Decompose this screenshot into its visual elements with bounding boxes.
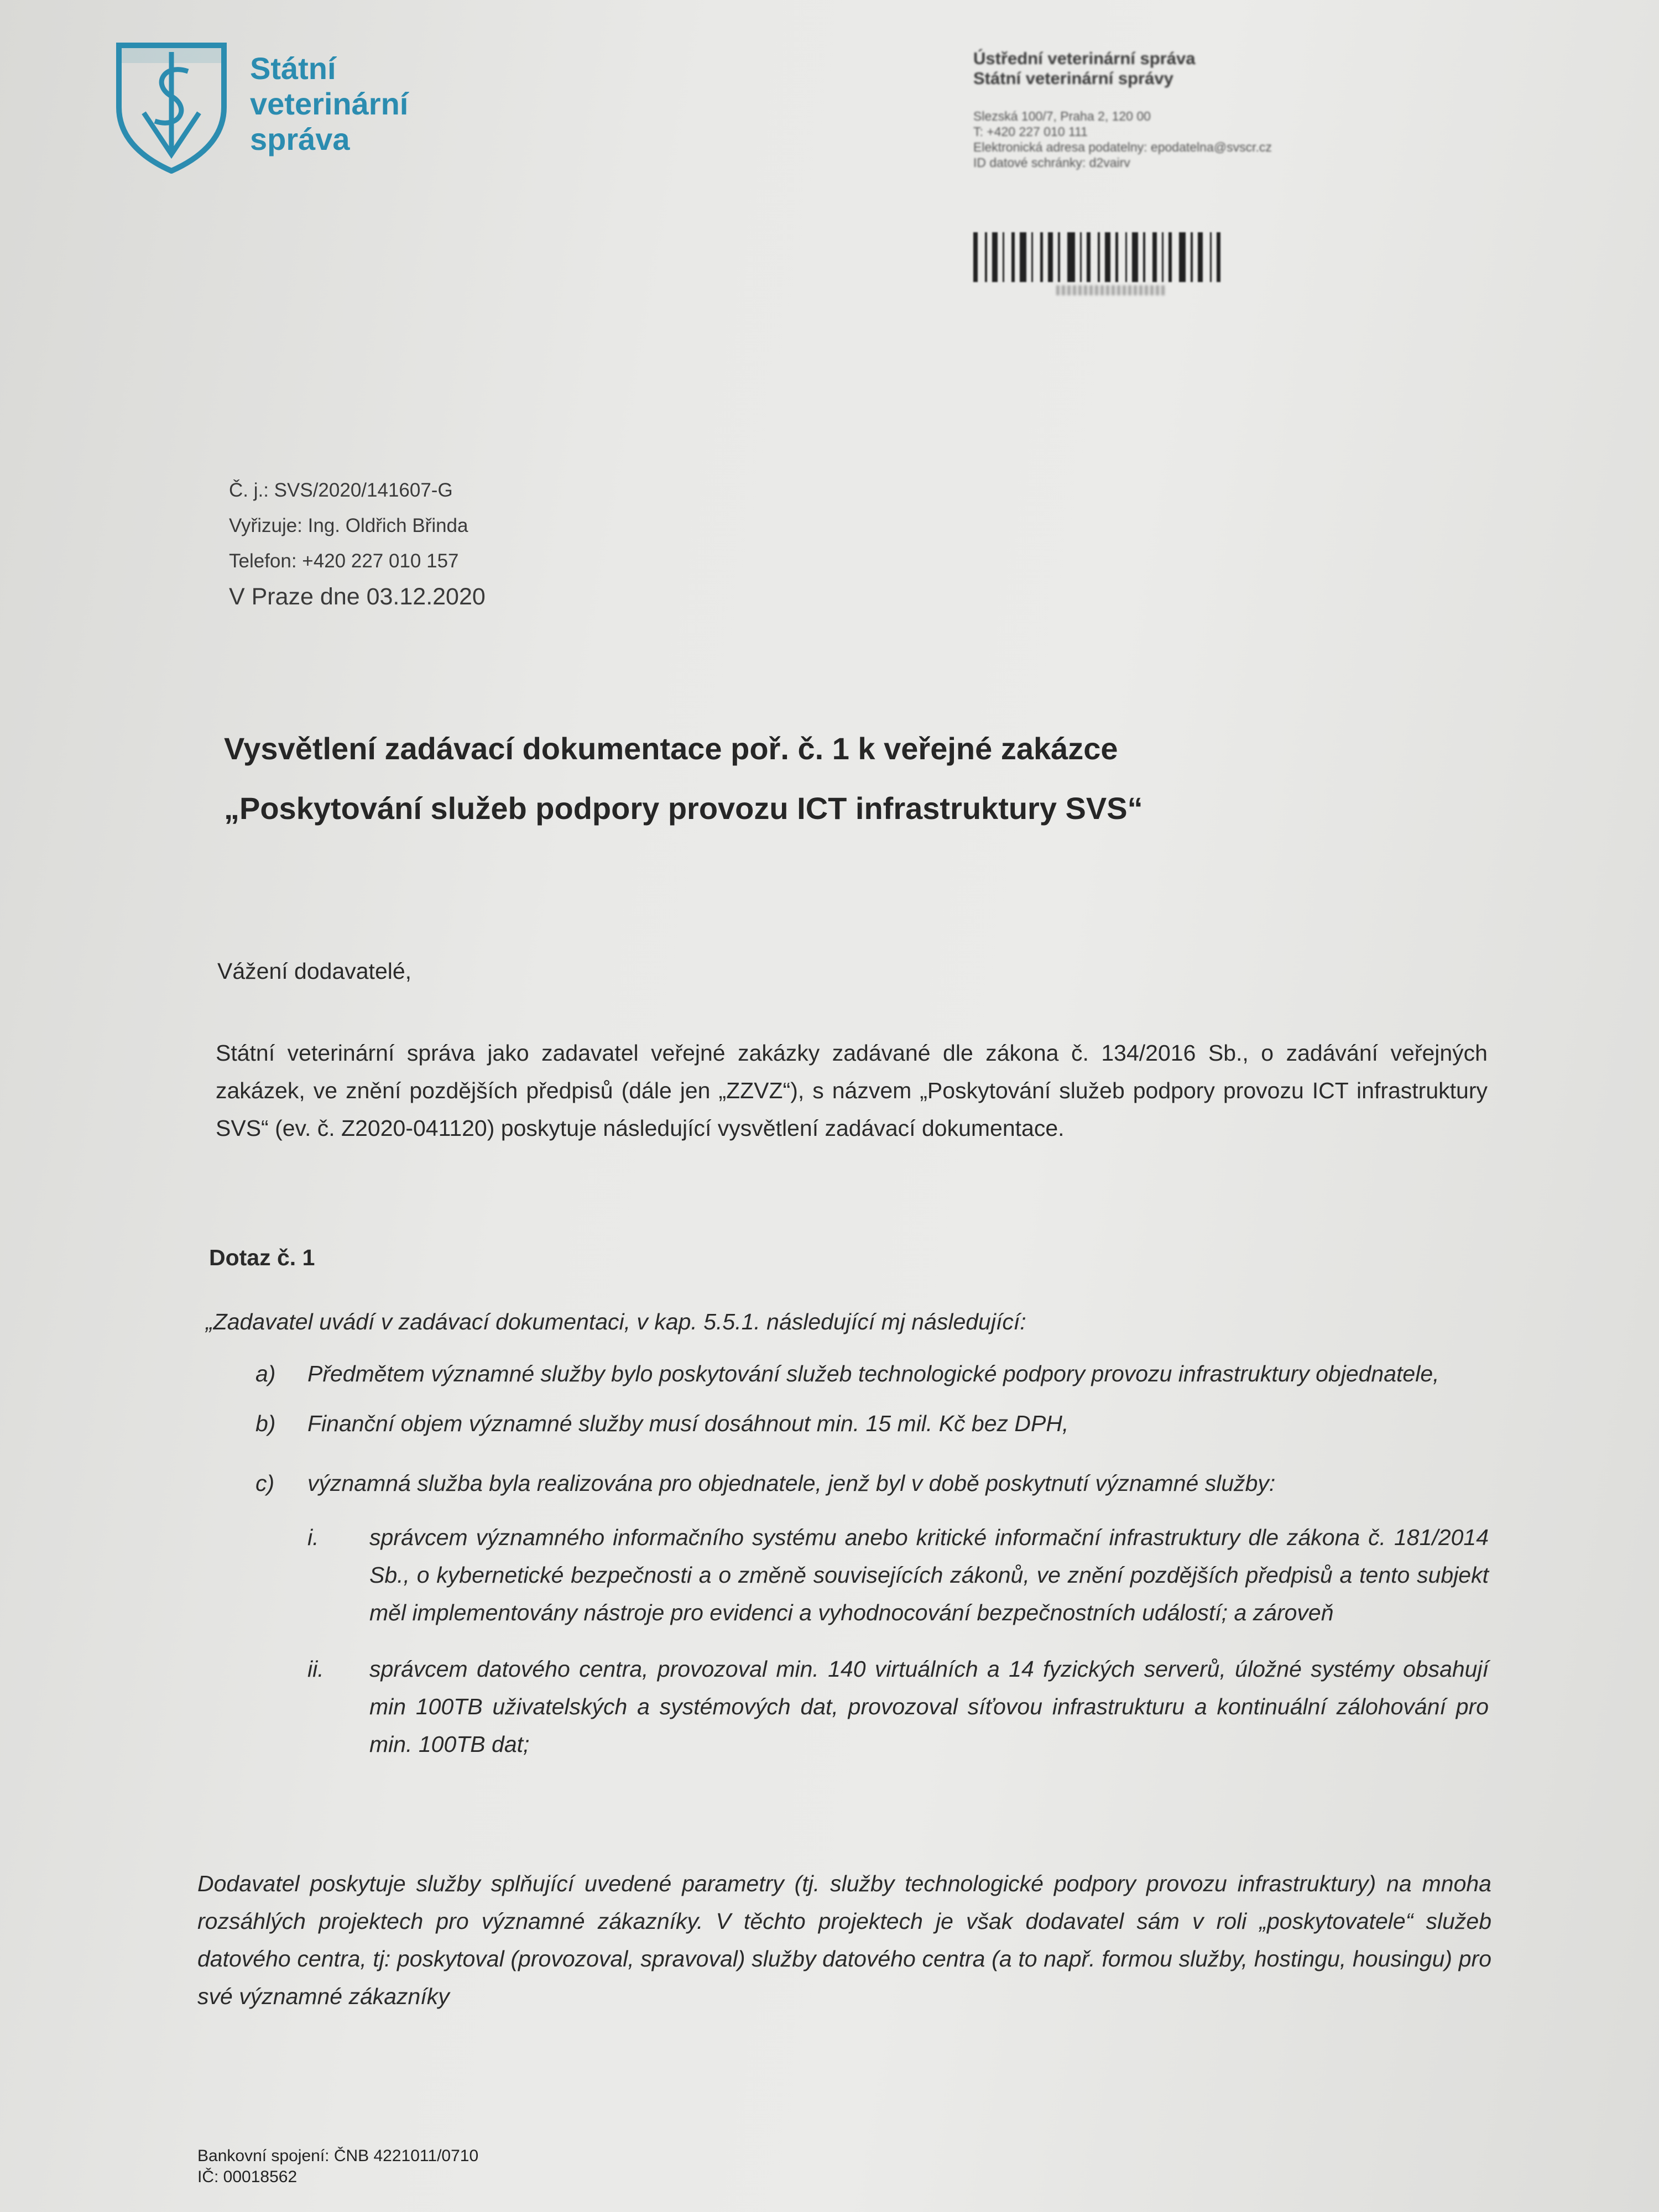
sender-databox: ID datové schránky: d2vairv xyxy=(973,155,1130,170)
sender-phone: T: +420 227 010 111 xyxy=(973,124,1088,139)
intro-paragraph: Státní veterinární správa jako zadavatel veřejné zakázky zadávané dle zákona č. 134/2016 Sb., o zadávání veřejných zakázek, ve znění pozdějších předpisů (dále jen „ZZVZ“), s názvem „Poskytování služeb podpory provozu ICT infrastruktury SVS“ (ev. č. Z2020-041120) poskytuje následující vysvětlení zadávací dokumentace. xyxy=(216,1040,1488,1141)
title-line-2: „Poskytování služeb podpory provozu ICT infrastruktury SVS“ xyxy=(224,791,1143,826)
barcode-bar xyxy=(1168,232,1172,282)
shield-icon xyxy=(113,41,229,174)
barcode-bar xyxy=(1040,232,1043,282)
reference-block xyxy=(229,473,486,614)
barcode-bar xyxy=(1132,232,1138,282)
barcode-bar xyxy=(985,232,987,282)
sub-list-item-label: ii. xyxy=(307,1656,324,1682)
list-item-text: významná služba byla realizována pro objednatele, jenž byl v době poskytnutí významné služby: xyxy=(307,1470,1276,1496)
footer-ico: IČ: 00018562 xyxy=(197,2168,298,2186)
barcode-bar xyxy=(992,232,998,282)
list-item xyxy=(255,1405,1489,1442)
barcode xyxy=(973,232,1261,282)
barcode-bar xyxy=(973,232,978,282)
svs-logo xyxy=(113,41,229,174)
barcode-bar xyxy=(1058,232,1060,282)
barcode-bar xyxy=(1105,232,1110,282)
barcode-bar xyxy=(1080,232,1082,282)
question-list xyxy=(255,1355,1489,1763)
barcode-bar xyxy=(1179,232,1186,282)
barcode-bar xyxy=(1210,232,1212,282)
footer xyxy=(197,2146,478,2188)
list-item-label: c) xyxy=(255,1470,275,1496)
logo-line: veterinární xyxy=(250,86,409,121)
reference-date: V Praze dne 03.12.2020 xyxy=(229,583,486,610)
sender-org2: Státní veterinární správy xyxy=(973,69,1173,88)
sender-org1: Ústřední veterinární správa xyxy=(973,49,1196,68)
barcode-bar xyxy=(1143,232,1145,282)
logo-line: správa xyxy=(250,122,350,156)
title-line-1: Vysvětlení zadávací dokumentace poř. č. 1 k veřejné zakázce xyxy=(224,731,1118,766)
barcode-bar xyxy=(1115,232,1118,282)
list-item-label: b) xyxy=(255,1411,276,1436)
sub-list-item-text: správcem datového centra, provozoval min. 140 virtuálních a 14 fyzických serverů, úložné systémy obsahují min 100TB uživatelských a systémových dat, provozoval síťovou infrastrukturu a kontinuální zálohování pro min. 100TB dat; xyxy=(369,1656,1489,1757)
sender-email: Elektronická adresa podatelny: epodatelna@svscr.cz xyxy=(973,140,1272,154)
barcode-bar xyxy=(1217,232,1220,282)
list-item-label: a) xyxy=(255,1361,276,1386)
barcode-bar xyxy=(1125,232,1127,282)
barcode-bar xyxy=(1003,232,1004,282)
logo-line: Státní xyxy=(250,51,336,86)
sender-block xyxy=(973,49,1471,170)
barcode-bar xyxy=(1020,232,1026,282)
barcode-bar xyxy=(1087,232,1091,282)
logo-text xyxy=(250,51,408,157)
footer-bank: Bankovní spojení: ČNB 4221011/0710 xyxy=(197,2147,479,2165)
barcode-bar xyxy=(1011,232,1015,282)
sub-list-item xyxy=(255,1519,1489,1631)
list-item-text: Předmětem významné služby bylo poskytování služeb technologické podpory provozu infrastruktury objednatele, xyxy=(307,1361,1439,1386)
sub-list-item-text: správcem významného informačního systému anebo kritické informační infrastruktury dle zákona č. 181/2014 Sb., o kybernetické bezpečnosti a o změně souvisejících zákonů, ve znění pozdějších předpisů a tento subjekt měl implementovány nástroje pro evidenci a vyhodnocování bezpečnostních událostí; a zároveň xyxy=(369,1525,1489,1625)
list-item-text: Finanční objem významné služby musí dosáhnout min. 15 mil. Kč bez DPH, xyxy=(307,1411,1069,1436)
barcode-bar xyxy=(1162,232,1164,282)
question-heading: Dotaz č. 1 xyxy=(209,1245,315,1270)
reference-handler: Vyřizuje: Ing. Oldřich Břinda xyxy=(229,515,468,536)
barcode-bar xyxy=(1048,232,1053,282)
barcode-bar xyxy=(1031,232,1033,282)
reference-phone: Telefon: +420 227 010 157 xyxy=(229,550,459,572)
sender-address: Slezská 100/7, Praha 2, 120 00 xyxy=(973,109,1151,123)
barcode-bar xyxy=(1191,232,1193,282)
list-item xyxy=(255,1355,1489,1392)
sub-list-item-label: i. xyxy=(307,1525,319,1550)
barcode-bar xyxy=(1198,232,1203,282)
document-title xyxy=(224,719,1143,838)
salutation: Vážení dodavatelé, xyxy=(217,958,412,984)
barcode-bar xyxy=(1152,232,1157,282)
barcode-bar xyxy=(1098,232,1100,282)
barcode-bar xyxy=(1067,232,1075,282)
reference-cj: Č. j.: SVS/2020/141607-G xyxy=(229,479,453,501)
question-quote-intro: „Zadavatel uvádí v zadávací dokumentaci, v kap. 5.5.1. následující mj následující: xyxy=(206,1309,1026,1334)
sub-list-item xyxy=(255,1650,1489,1763)
continuation-paragraph: Dodavatel poskytuje služby splňující uvedené parametry (tj. služby technologické podpory provozu infrastruktury) na mnoha rozsáhlých projektech pro významné zákazníky. V těchto projektech je však dodavatel sám v roli „poskytovatele“ služeb datového centra, tj: poskytoval (provozoval, spravoval) služby datového centra (a to např. formou služby, hostingu, housingu) pro své významné zákazníky xyxy=(197,1871,1491,2009)
barcode-caption xyxy=(1056,285,1167,295)
list-item xyxy=(255,1464,1489,1502)
